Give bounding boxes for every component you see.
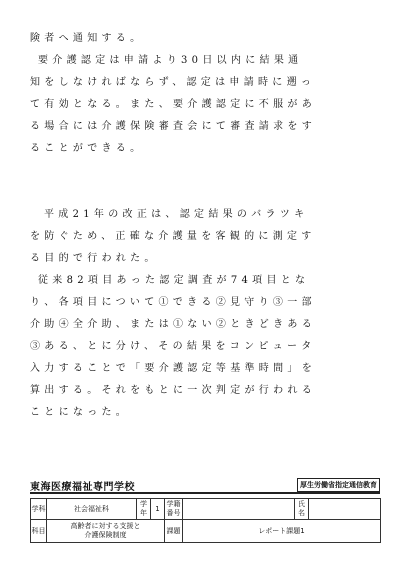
text-line: 平成21年の改正は、認定結果のバラツキ (44, 209, 309, 220)
name-label: 氏名 (295, 499, 309, 520)
student-info-table (30, 498, 381, 543)
text-line: 入力することで「要介護認定等基準時間」を (30, 363, 316, 374)
year-value: 1 (151, 499, 165, 520)
text-line: 介助④全介助、または①ない②ときどきある (30, 319, 316, 330)
text-line: 算出する。それをもとに一次判定が行われる (30, 385, 316, 396)
text-line: 知をしなければならず、認定は申請時に遡っ (30, 77, 316, 88)
topic-label: 課題 (165, 520, 183, 543)
subject-value (47, 520, 165, 543)
topic-value: レポート課題1 (183, 520, 381, 543)
accreditation-badge: 厚生労働省指定通信教育 (297, 478, 380, 492)
paragraph-gap (30, 160, 382, 204)
text-line: 険者へ通知する。 (30, 33, 145, 44)
text-line: ることができる。 (30, 143, 145, 154)
text-line: る場合には介護保険審査会にて審査請求をす (30, 121, 316, 132)
text-line: 要介護認定は申請より30日以内に結果通 (38, 55, 303, 66)
dept-value: 社会福祉科 (47, 499, 137, 520)
footer-divider (30, 492, 380, 494)
text-line: を防ぐため、正確な介護量を客観的に測定す (30, 231, 316, 242)
year-label: 学年 (137, 499, 151, 520)
report-body (30, 28, 382, 424)
text-line: ことになった。 (30, 407, 131, 418)
school-name: 東海医療福祉専門学校 (30, 482, 135, 493)
text-line: ③ある、とに分け、その結果をコンピュータ (30, 341, 316, 352)
text-line: り、各項目について①できる②見守り③一部 (30, 297, 316, 308)
subject-label: 科目 (31, 520, 47, 543)
text-line: 従来82項目あった認定調査が74項目とな (38, 275, 310, 286)
student-no-label: 学籍番号 (165, 499, 183, 520)
subject-value-line1: 高齢者に対する支援と (70, 522, 141, 530)
subject-value-line2: 介護保険制度 (84, 531, 127, 539)
dept-label: 学科 (31, 499, 47, 520)
student-no-value (183, 499, 295, 520)
name-value (309, 499, 381, 520)
text-line: る目的で行われた。 (30, 253, 159, 264)
text-line: て有効となる。また、要介護認定に不服があ (30, 99, 316, 110)
